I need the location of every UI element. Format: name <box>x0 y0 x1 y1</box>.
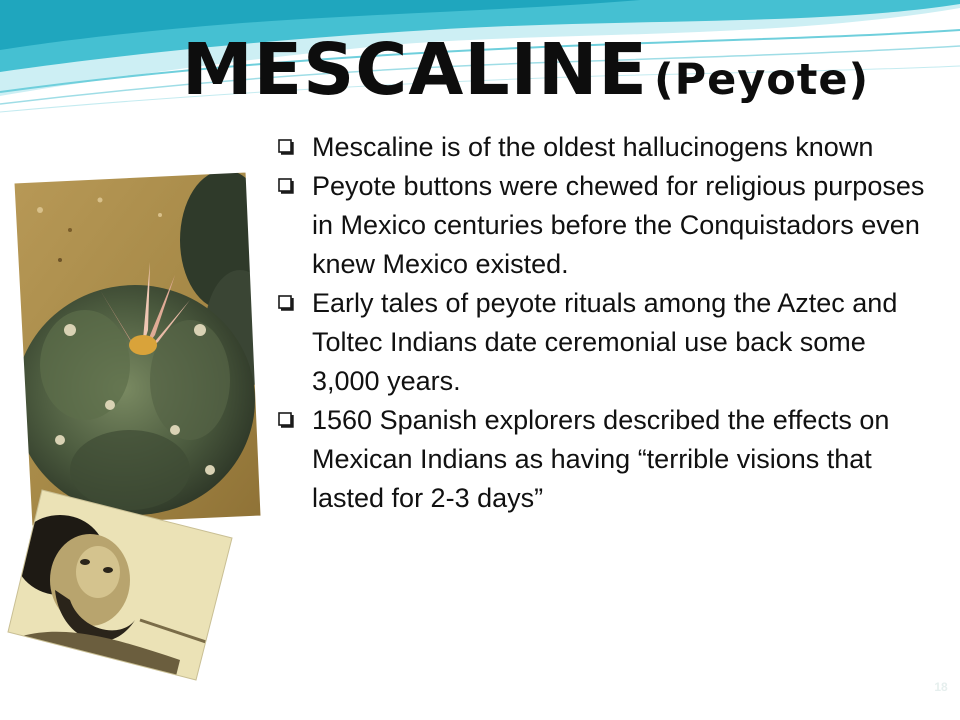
hollow-square-bullet-icon <box>278 178 294 194</box>
bullet-text: 1560 Spanish explorers described the effects on Mexican Indians as having “terrible visions that lasted for 2-3 days” <box>312 405 890 513</box>
hollow-square-bullet-icon <box>278 139 294 155</box>
bullet-list <box>275 128 925 518</box>
bullet-text: Mescaline is of the oldest hallucinogens known <box>312 132 874 162</box>
bullet-text: Early tales of peyote rituals among the Aztec and Toltec Indians date ceremonial use back some 3,000 years. <box>312 288 898 396</box>
title-subtitle: (Peyote) <box>653 55 870 105</box>
bullet-item <box>275 401 925 518</box>
hollow-square-bullet-icon <box>278 295 294 311</box>
bullet-item <box>275 128 925 167</box>
hollow-square-bullet-icon <box>278 412 294 428</box>
bullet-text: Peyote buttons were chewed for religious purposes in Mexico centuries before the Conquistadors even knew Mexico existed. <box>312 171 925 279</box>
bullet-item <box>275 284 925 401</box>
slide-number: 18 <box>934 680 948 694</box>
title-main: MESCALINE <box>182 28 648 111</box>
bullet-item <box>275 167 925 284</box>
